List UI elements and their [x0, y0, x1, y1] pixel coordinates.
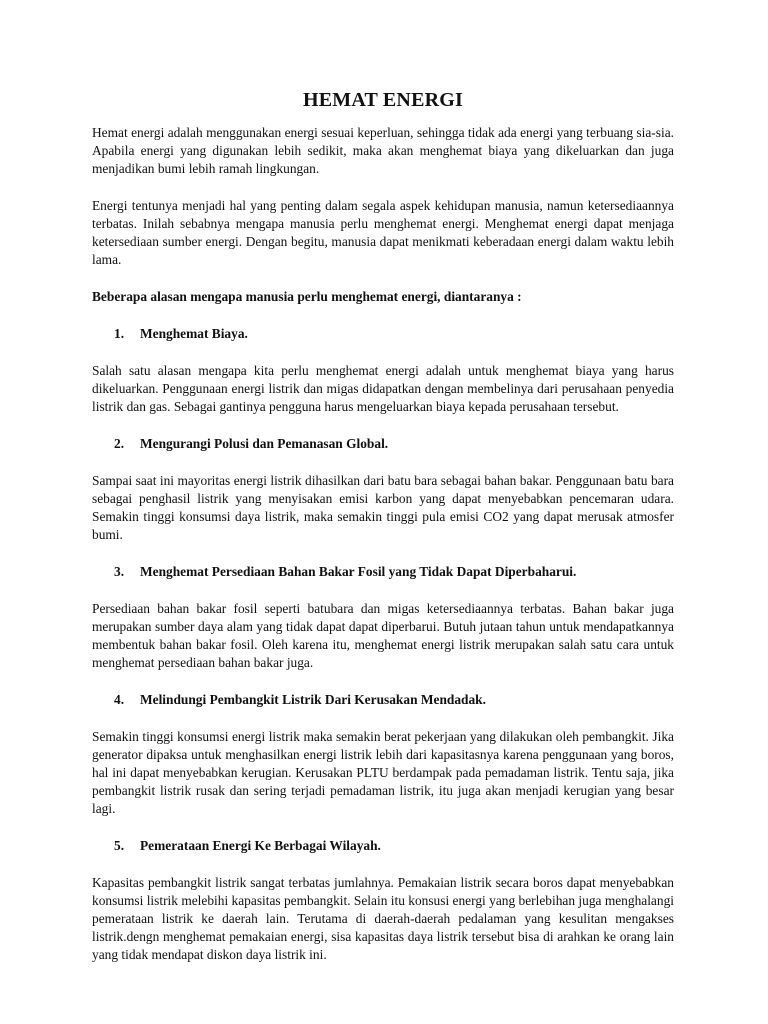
section-number: 1. — [114, 326, 125, 341]
section-body-3: Persediaan bahan bakar fosil seperti batubara dan migas ketersediaannya terbatas. Bahan bakar juga merupakan sumber daya alam yang tidak dapat dapat diperbarui. Butuh jutaan tahun untuk mendapatkannya membentuk bahan bakar fosil. Oleh karena itu, menghemat energi listrik merupakan salah satu cara untuk menghemat persediaan bahan bakar juga. — [92, 601, 674, 670]
section-body-2: Sampai saat ini mayoritas energi listrik dihasilkan dari batu bara sebagai bahan bakar. Penggunaan batu bara sebagai penghasil listrik yang menyisakan emisi karbon yang dapat menyebabkan pencemaran udara. Semakin tinggi konsumsi daya listrik, maka semakin tinggi pula emisi CO2 yang dapat merusak atmosfer bumi. — [92, 473, 674, 542]
section-heading-text: Menghemat Biaya. — [140, 326, 248, 341]
section-number: 2. — [114, 436, 125, 451]
section-heading-1 — [92, 325, 674, 343]
intro-paragraph-2: Energi tentunya menjadi hal yang penting dalam segala aspek kehidupan manusia, namun ketersediaannya terbatas. Inilah sebabnya mengapa manusia perlu menghemat energi. Menghemat energi dapat menjaga ketersediaan sumber energi. Dengan begitu, manusia dapat menikmati keberadaan energi dalam waktu lebih lama. — [92, 198, 674, 267]
section-heading-text: Mengurangi Polusi dan Pemanasan Global. — [140, 436, 389, 451]
section-number: 5. — [114, 838, 125, 853]
section-body-1: Salah satu alasan mengapa kita perlu menghemat energi adalah untuk menghemat biaya yang harus dikeluarkan. Penggunaan energi listrik dan migas didapatkan dengan membelinya dari perusahaan penyedia listrik dan gas. Sebagai gantinya pengguna harus mengeluarkan biaya kepada perusahaan tersebut. — [92, 363, 674, 414]
section-body-4: Semakin tinggi konsumsi energi listrik maka semakin berat pekerjaan yang dilakukan oleh pembangkit. Jika generator dipaksa untuk menghasilkan energi listrik lebih dari kapasitasnya karena penggunaan yang boros, hal ini dapat menyebabkan kerugian. Kerusakan PLTU berdampak pada pemadaman listrik. Tentu saja, jika pembangkit listrik rusak dan sering terjadi pemadaman listrik, itu juga akan menjadi kerugian yang besar lagi. — [92, 729, 674, 816]
section-body-5: Kapasitas pembangkit listrik sangat terbatas jumlahnya. Pemakaian listrik secara boros dapat menyebabkan konsumsi listrik melebihi kapasitas pembangkit. Selain itu konsusi energi yang berlebihan juga menghalangi pemerataan listrik ke daerah lain. Terutama di daerah-daerah pedalaman yang kesulitan mengakses listrik.dengn menghemat pemakaian energi, sisa kapasitas daya listrik tersebut bisa di arahkan ke orang lain yang tidak mendapat diskon daya listrik ini. — [92, 875, 674, 962]
section-heading-text: Menghemat Persediaan Bahan Bakar Fosil yang Tidak Dapat Diperbaharui. — [140, 564, 577, 579]
document-content — [92, 86, 674, 964]
section-heading-2 — [92, 435, 674, 453]
intro-paragraph-1: Hemat energi adalah menggunakan energi sesuai keperluan, sehingga tidak ada energi yang terbuang sia-sia. Apabila energi yang digunakan lebih sedikit, maka akan menghemat biaya yang dikeluarkan dan juga menjadikan bumi lebih ramah lingkungan. — [92, 125, 674, 176]
section-heading-3 — [92, 563, 674, 581]
section-number: 3. — [114, 564, 125, 579]
section-number: 4. — [114, 692, 125, 707]
section-heading-text: Pemerataan Energi Ke Berbagai Wilayah. — [140, 838, 381, 853]
section-heading-text: Melindungi Pembangkit Listrik Dari Kerusakan Mendadak. — [140, 692, 486, 707]
section-heading-4 — [92, 691, 674, 709]
document-title: HEMAT ENERGI — [302, 89, 464, 111]
section-heading-5 — [92, 837, 674, 855]
reasons-lead: Beberapa alasan mengapa manusia perlu menghemat energi, diantaranya : — [92, 289, 522, 304]
